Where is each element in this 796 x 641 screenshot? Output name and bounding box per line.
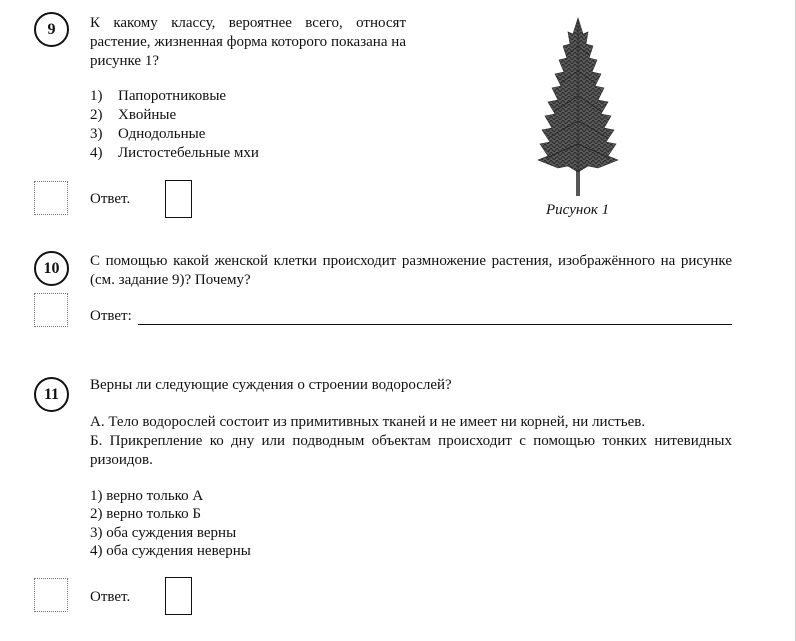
option-label: Однодольные (118, 126, 206, 142)
option-number: 1) (90, 88, 103, 104)
question-9-option-4 (90, 144, 259, 163)
question-11-option-3: 3) оба суждения верны (90, 525, 237, 541)
question-9-score-box (34, 181, 68, 215)
option-label: Хвойные (118, 107, 177, 123)
question-11-text: Верны ли следующие суждения о строении водорослей? (90, 377, 452, 393)
question-11-option-4: 4) оба суждения неверны (90, 543, 251, 559)
question-11-score-box (34, 578, 68, 612)
question-9-number: 9 (34, 12, 69, 47)
question-10-text: С помощью какой женской клетки происходит размножение растения, изображённого на рисунке (см. задание 9)? Почему? (90, 253, 732, 288)
question-9-answer-label: Ответ. (90, 191, 131, 207)
question-10-answer-label: Ответ: (90, 308, 132, 324)
option-number: 4) (90, 145, 103, 161)
question-11-number: 11 (34, 377, 69, 412)
option-number: 3) (90, 126, 103, 142)
spruce-tree-illustration (536, 16, 620, 198)
question-9-option-1 (90, 87, 226, 106)
question-11-option-1: 1) верно только А (90, 488, 204, 504)
option-label: Папоротниковые (118, 88, 227, 104)
question-11-answer-box[interactable] (165, 577, 192, 615)
question-9-option-2 (90, 106, 176, 125)
question-11-answer-label: Ответ. (90, 589, 131, 605)
question-11-option-2: 2) верно только Б (90, 506, 202, 522)
question-10-answer-line[interactable] (138, 324, 732, 325)
option-number: 2) (90, 107, 103, 123)
question-9-option-3 (90, 125, 205, 144)
question-9-text: К какому классу, вероятнее всего, относят растение, жизненная форма которого показана на рисунке 1? (90, 15, 406, 69)
question-11-statement-a: А. Тело водорослей состоит из примитивных тканей и не имеет ни корней, ни листьев. (90, 414, 646, 430)
question-10-score-box (34, 293, 68, 327)
question-9-answer-box[interactable] (165, 180, 192, 218)
question-10-number: 10 (34, 251, 69, 286)
question-11-statement-b: Б. Прикрепление ко дну или подводным объектам происходит с помощью тонких нитевидных ризоидов. (90, 433, 732, 468)
figure-1-caption: Рисунок 1 (546, 202, 610, 218)
option-label: Листостебельные мхи (118, 145, 259, 161)
